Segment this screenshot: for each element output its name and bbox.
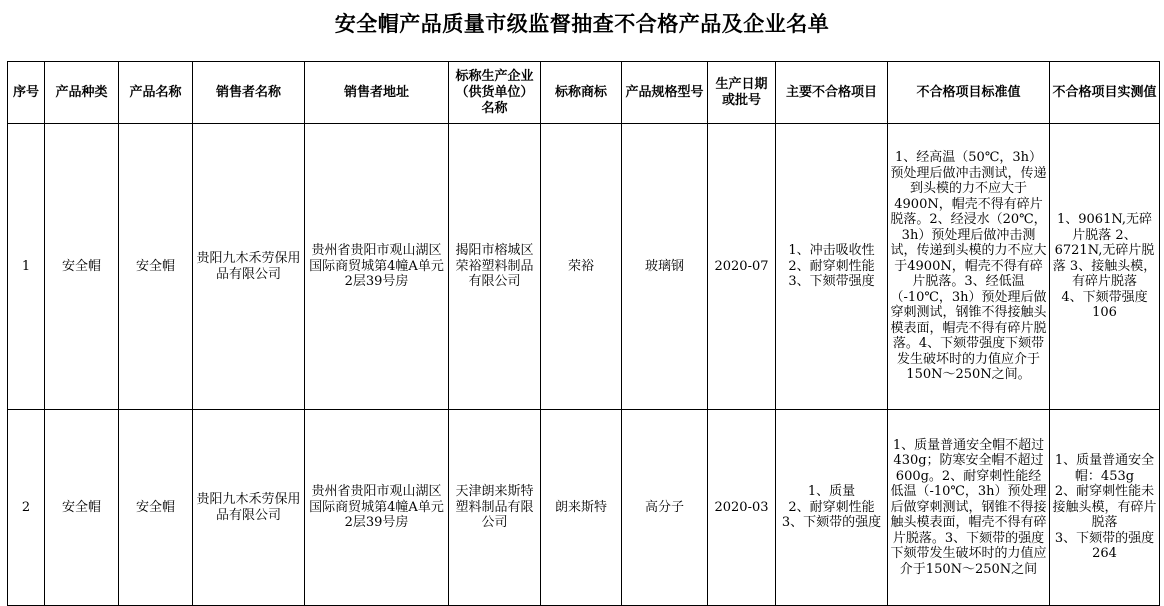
cell-measured: 1、质量普通安全帽：453g 2、耐穿刺性能未接触头模，有碎片脱落 3、下颏带的强度264 [1050, 410, 1160, 606]
cell-spec: 玻璃钢 [622, 124, 708, 410]
header-no: 序号 [8, 62, 45, 124]
table-row [8, 124, 1160, 410]
header-seller: 销售者名称 [193, 62, 305, 124]
cell-category: 安全帽 [45, 124, 119, 410]
header-date: 生产日期或批号 [708, 62, 776, 124]
cell-category: 安全帽 [45, 410, 119, 606]
unqualified-products-table [7, 61, 1160, 606]
header-category: 产品种类 [45, 62, 119, 124]
cell-no: 2 [8, 410, 45, 606]
cell-seller: 贵阳九木禾劳保用品有限公司 [193, 124, 305, 410]
cell-producer: 揭阳市榕城区荣裕塑料制品有限公司 [449, 124, 541, 410]
cell-items: 1、质量 2、耐穿刺性能 3、下颏带的强度 [776, 410, 888, 606]
header-brand: 标称商标 [541, 62, 622, 124]
cell-address: 贵州省贵阳市观山湖区国际商贸城第4幢A单元2层39号房 [305, 410, 449, 606]
header-product: 产品名称 [119, 62, 193, 124]
header-address: 销售者地址 [305, 62, 449, 124]
table-header-row [8, 62, 1160, 124]
header-spec: 产品规格型号 [622, 62, 708, 124]
cell-product: 安全帽 [119, 124, 193, 410]
cell-brand: 朗来斯特 [541, 410, 622, 606]
header-measured: 不合格项目实测值 [1050, 62, 1160, 124]
header-items: 主要不合格项目 [776, 62, 888, 124]
cell-standard: 1、质量普通安全帽不超过430g；防寒安全帽不超过600g。2、耐穿刺性能经低温（-10℃，3h）预处理后做穿刺测试，钢锥不得接触头模表面，帽壳不得有碎片脱落。3、下颏带的强度下颏带发生破坏时的力值应介于150N～250N之间 [888, 410, 1050, 606]
page-title: 安全帽产品质量市级监督抽查不合格产品及企业名单 [334, 12, 830, 36]
header-producer: 标称生产企业（供货单位）名称 [449, 62, 541, 124]
cell-no: 1 [8, 124, 45, 410]
cell-product: 安全帽 [119, 410, 193, 606]
cell-standard: 1、经高温（50℃，3h）预处理后做冲击测试，传递到头模的力不应大于4900N，帽壳不得有碎片脱落。2、经浸水（20℃，3h）预处理后做冲击测试，传递到头模的力不应大于4900N，帽壳不得有碎片脱落。3、经低温（-10℃，3h）预处理后做穿刺测试，钢锥不得接触头模表面，帽壳不得有碎片脱落。4、下颏带强度下颏带发生破坏时的力值应介于150N～250N之间。 [888, 124, 1050, 410]
table-row [8, 410, 1160, 606]
cell-date: 2020-03 [708, 410, 776, 606]
cell-seller: 贵阳九木禾劳保用品有限公司 [193, 410, 305, 606]
cell-producer: 天津朗来斯特塑料制品有限公司 [449, 410, 541, 606]
cell-spec: 高分子 [622, 410, 708, 606]
cell-address: 贵州省贵阳市观山湖区国际商贸城第4幢A单元2层39号房 [305, 124, 449, 410]
cell-items: 1、冲击吸收性 2、耐穿刺性能 3、下颏带强度 [776, 124, 888, 410]
cell-date: 2020-07 [708, 124, 776, 410]
cell-brand: 荣裕 [541, 124, 622, 410]
header-standard: 不合格项目标准值 [888, 62, 1050, 124]
cell-measured: 1、9061N,无碎片脱落 2、6721N,无碎片脱落 3、接触头模，有碎片脱落 4、下颏带强度106 [1050, 124, 1160, 410]
